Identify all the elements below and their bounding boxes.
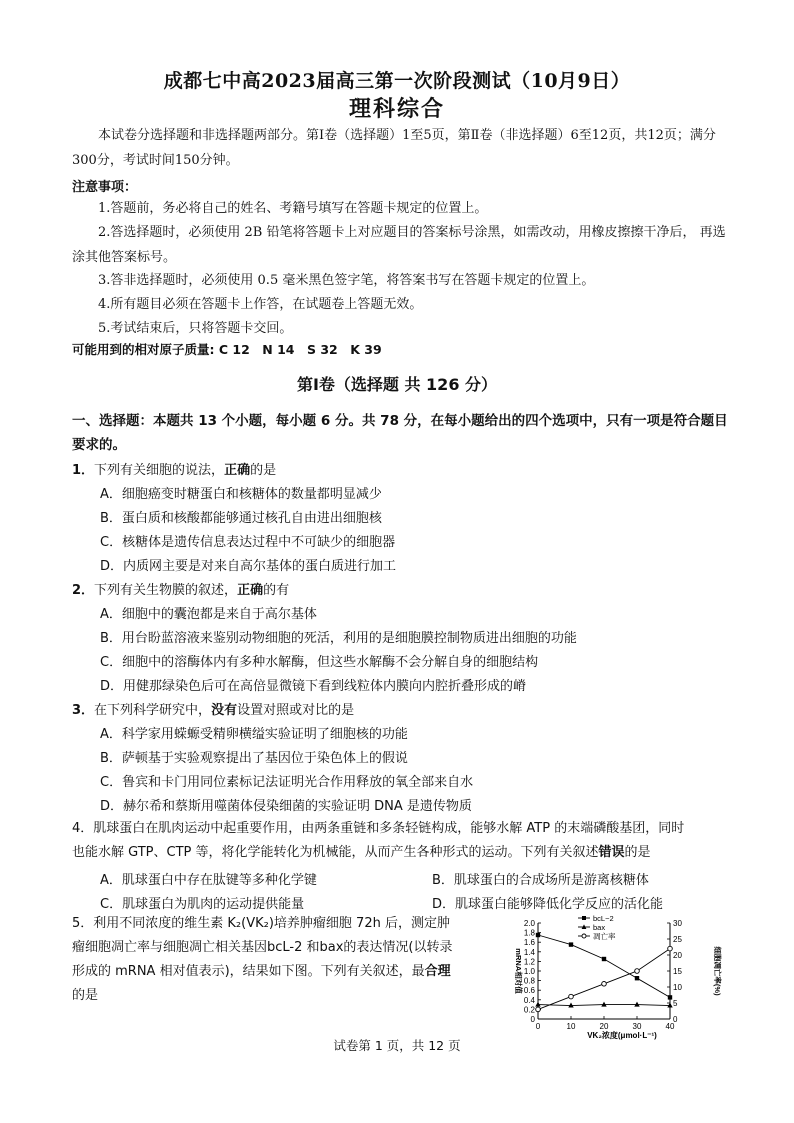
- stem-emphasis: 错误: [598, 845, 625, 860]
- left-tick-label: 2.0: [523, 919, 535, 928]
- stem-text: 的是: [250, 463, 277, 478]
- question-4-option-d: D．肌球蛋白能够降低化学反应的活化能: [432, 897, 664, 912]
- stem-text: 下列有关生物膜的叙述，: [94, 583, 238, 598]
- stem-text: 形成的 mRNA 相对值表示)，结果如下图。下列有关叙述，最: [72, 964, 425, 979]
- stem-emphasis: 正确: [237, 583, 264, 598]
- legend-label: 凋亡率: [593, 932, 616, 941]
- right-tick-label: 30: [673, 919, 682, 928]
- question-number: 1．: [72, 463, 95, 478]
- left-tick-label: 1.6: [523, 938, 535, 948]
- question-2-option-b: B．用台盼蓝溶液来鉴别动物细胞的死活，利用的是细胞膜控制物质进出细胞的功能: [100, 631, 577, 646]
- question-number: 3．: [72, 703, 95, 718]
- legend-marker-square: [582, 916, 586, 920]
- section-one-heading: 一、选择题：本题共 13 个小题，每小题 6 分。共 78 分，在每小题给出的四个选项中，只有一项是符合题目要求的。: [72, 413, 728, 453]
- right-tick-label: 10: [673, 983, 682, 992]
- part-one-title: 第Ⅰ卷（选择题 共 126 分）: [296, 375, 498, 394]
- question-3-option-a: A．科学家用蝾螈受精卵横缢实验证明了细胞核的功能: [100, 727, 408, 742]
- data-point-circle: [602, 982, 607, 987]
- data-point-square: [536, 933, 540, 937]
- question-2-option-d: D．用健那绿染色后可在高倍显微镜下看到线粒体内膜向内腔折叠形成的嵴: [100, 679, 527, 694]
- stem-text: 的是: [624, 845, 651, 860]
- stem-text: 设置对照或对比的是: [237, 703, 355, 718]
- left-tick-label: 0: [530, 1015, 535, 1024]
- notice-item: 5.考试结束后，只将答题卡交回。: [98, 321, 293, 336]
- question-3-option-b: B．萨顿基于实验观察提出了基因位于染色体上的假说: [100, 751, 408, 766]
- left-tick-label: 0.6: [523, 986, 535, 996]
- x-axis-label: VK₂浓度(μmol·L⁻¹): [587, 1031, 657, 1040]
- question-4-stem-line-1: 4．肌球蛋白在肌肉运动中起重要作用，由两条重链和多条轻链构成，能够水解 ATP 的末端磷酸基团，同时: [72, 821, 685, 836]
- question-4-option-b: B．肌球蛋白的合成场所是游离核糖体: [432, 873, 649, 888]
- right-tick-label: 25: [673, 935, 682, 944]
- question-4-option-c: C．肌球蛋白为肌肉的运动提供能量: [100, 897, 305, 912]
- question-5-stem-line-3: [72, 960, 512, 985]
- question-1-option-c: C．核糖体是遗传信息表达过程中不可缺少的细胞器: [100, 535, 396, 550]
- legend-marker-circle: [582, 934, 586, 938]
- x-tick-label: 10: [566, 1022, 576, 1031]
- question-4-option-a: A．肌球蛋白中存在肽键等多种化学键: [100, 873, 317, 888]
- right-tick-label: 20: [673, 951, 682, 960]
- right-tick-label: 15: [673, 967, 682, 976]
- question-1-option-b: B．蛋白质和核酸都能够通过核孔自由进出细胞核: [100, 511, 382, 526]
- notice-item: 1.答题前，务必将自己的姓名、考籍号填写在答题卡规定的位置上。: [98, 201, 488, 216]
- question-1-stem: [72, 459, 276, 478]
- left-tick-label: 1.2: [523, 957, 535, 967]
- intro-paragraph: 本试卷分选择题和非选择题两部分。第Ⅰ卷（选择题）1至5页，第Ⅱ卷（非选择题）6至12页，共12页；满分300分，考试时间150分钟。: [72, 128, 716, 168]
- notice-heading: 注意事项：: [72, 180, 138, 195]
- data-point-square: [635, 976, 639, 980]
- legend-label: bax: [593, 923, 606, 932]
- left-tick-label: 1.4: [523, 947, 535, 957]
- notice-item: 2.答选择题时，必须使用 2B 铅笔将答题卡上对应题目的答案标号涂黑，如需改动，用橡皮擦擦干净后， 再选涂其他答案标号。: [72, 225, 726, 265]
- question-1-option-a: A．细胞癌变时糖蛋白和核糖体的数量都明显减少: [100, 487, 382, 502]
- stem-emphasis: 正确: [224, 463, 251, 478]
- question-2-stem: [72, 579, 289, 598]
- data-point-circle: [536, 1007, 541, 1012]
- page-footer: 试卷第 1 页，共 12 页: [333, 1038, 461, 1053]
- exam-title: 成都七中高2023届高三第一次阶段测试（10月9日）: [163, 70, 631, 92]
- question-3-option-d: D．赫尔希和蔡斯用噬菌体侵染细菌的实验证明 DNA 是遗传物质: [100, 799, 472, 814]
- question-4-stem-line-2: [72, 841, 728, 866]
- vk2-expression-chart: [510, 912, 724, 1040]
- data-point-square: [602, 957, 606, 961]
- stem-text: 也能水解 GTP、CTP 等，将化学能转化为机械能，从而产生各种形式的运动。下列有关叙述: [72, 845, 599, 860]
- stem-text: 下列有关细胞的说法，: [94, 463, 225, 478]
- left-tick-label: 0.2: [523, 1005, 535, 1015]
- question-3-stem: [72, 699, 354, 718]
- y-axis-label-left: mRNA相对值: [514, 948, 523, 994]
- question-1-option-d: D．内质网主要是对来自高尔基体的蛋白质进行加工: [100, 559, 397, 574]
- atomic-mass-line: 可能用到的相对原子质量: C 12 N 14 S 32 K 39: [72, 342, 382, 357]
- data-point-circle: [635, 969, 640, 974]
- right-tick-label: 0: [673, 1015, 678, 1024]
- stem-text: 的有: [263, 583, 290, 598]
- series-line-0: [538, 935, 670, 997]
- question-number: 2．: [72, 583, 95, 598]
- legend-label: bcL−2: [593, 914, 614, 923]
- right-tick-label: 5: [673, 999, 678, 1008]
- stem-emphasis: 没有: [211, 703, 238, 718]
- left-tick-label: 0.8: [523, 976, 535, 986]
- question-2-option-c: C．细胞中的溶酶体内有多种水解酶，但这些水解酶不会分解自身的细胞结构: [100, 655, 539, 670]
- question-5-stem-line-4: 的是: [72, 988, 99, 1003]
- stem-text: 在下列科学研究中，: [94, 703, 212, 718]
- left-tick-label: 1.8: [523, 928, 535, 938]
- data-point-square: [569, 942, 573, 946]
- data-point-circle: [569, 994, 574, 999]
- question-2-option-a: A．细胞中的囊泡都是来自于高尔基体: [100, 607, 317, 622]
- x-tick-label: 40: [665, 1022, 675, 1031]
- notice-item: 4.所有题目必须在答题卡上作答，在试题卷上答题无效。: [98, 297, 423, 312]
- exam-subtitle: 理科综合: [348, 96, 445, 122]
- x-tick-label: 20: [599, 1022, 609, 1031]
- data-point-circle: [668, 946, 673, 951]
- x-tick-label: 0: [535, 1022, 541, 1031]
- stem-emphasis: 合理: [424, 964, 451, 979]
- question-5-stem-line-2: 瘤细胞凋亡率与细胞凋亡相关基因bcL-2 和bax的表达情况(以转录: [72, 940, 453, 955]
- left-tick-label: 1.0: [523, 967, 535, 976]
- data-point-triangle: [601, 1002, 606, 1007]
- y-axis-label-right: 细胞凋亡率(%): [713, 946, 722, 996]
- data-point-triangle: [535, 1002, 540, 1007]
- left-tick-label: 0.4: [523, 995, 535, 1005]
- data-point-triangle: [634, 1002, 639, 1007]
- question-5-stem-line-1: 5．利用不同浓度的维生素 K₂(VK₂)培养肿瘤细胞 72h 后，测定肿: [72, 916, 450, 931]
- notice-item: 3.答非选择题时，必须使用 0.5 毫米黑色签字笔，将答案书写在答题卡规定的位置上。: [98, 273, 595, 288]
- x-tick-label: 30: [632, 1022, 642, 1031]
- data-point-square: [668, 995, 672, 999]
- question-3-option-c: C．鲁宾和卡门用同位素标记法证明光合作用释放的氧全部来自水: [100, 775, 474, 790]
